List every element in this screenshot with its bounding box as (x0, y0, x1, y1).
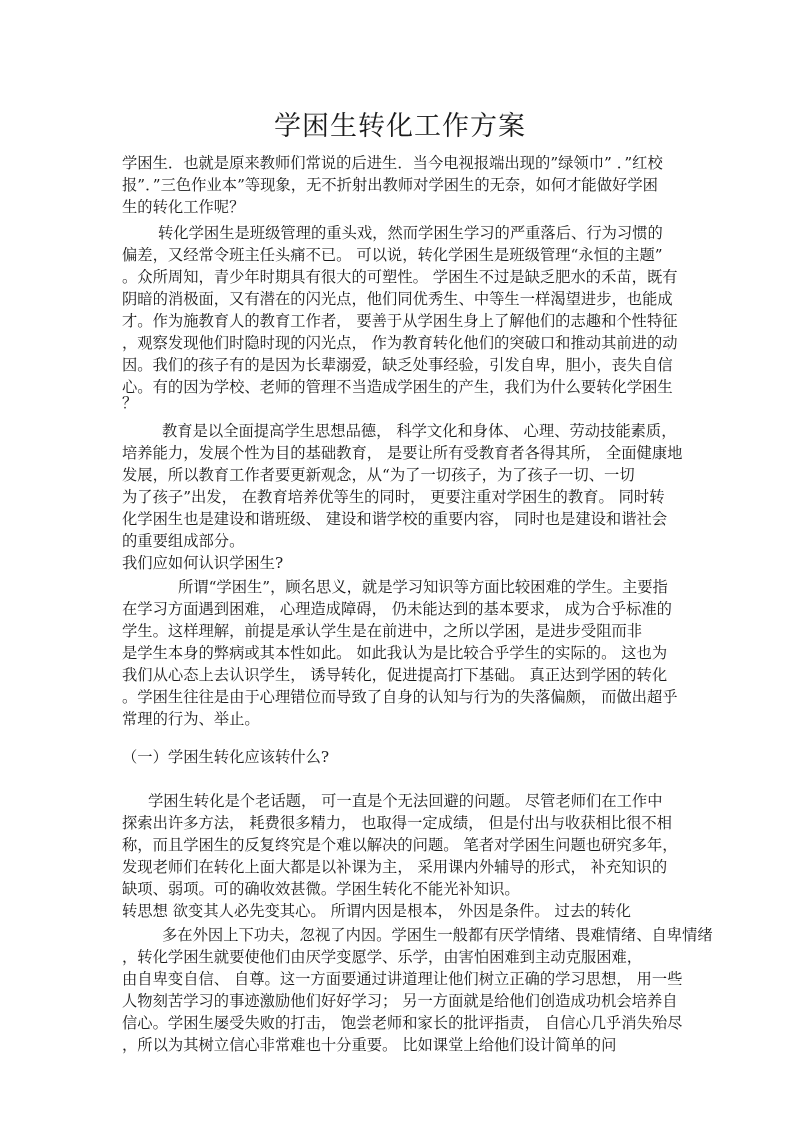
text-line: 探索出许多方法， 耗费很多精力， 也取得一定成绩， 但是付出与收获相比很不相 (122, 814, 672, 832)
text-line: 为了孩子”出发， 在教育培养优等生的同时， 更要注重对学困生的教育。 同时转 (122, 488, 665, 506)
text-line: 学生。这样理解，前提是承认学生是在前进中，之所以学困，是进步受阻而非 (122, 622, 643, 640)
text-line: ？ (122, 394, 138, 412)
text-line: 生的转化工作呢？ (122, 198, 245, 216)
text-line: 学困生．也就是原来教师们常说的后进生．当今电视报端出现的”绿领巾” ．”红校 (122, 154, 663, 172)
text-line: 学困生转化是个老话题， 可一直是个无法回避的问题。 尽管老师们在工作中 (148, 792, 663, 810)
text-line: 的重要组成部分。 (122, 532, 245, 550)
text-line: 人物刻苦学习的事迹激励他们好好学习； 另一方面就是给他们创造成功机会培养自 (122, 992, 678, 1010)
text-line: 我们从心态上去认识学生， 诱导转化，促进提高打下基础。 真正达到学困的转化 (122, 666, 668, 684)
text-line: 信心。学困生屡受失败的打击， 饱尝老师和家长的批评指责， 自信心几乎消失殆尽 (122, 1014, 683, 1032)
text-line: 才。作为施教育人的教育工作者， 要善于从学困生身上了解他们的志趣和个性特征 (122, 312, 678, 330)
text-line: 培养能力，发展个性为目的基础教育， 是要让所有受教育者各得其所， 全面健康地 (122, 444, 683, 462)
text-line: 报”．”三色作业本”等现象，无不折射出教师对学困生的无奈，如何才能做好学困 (122, 176, 658, 194)
text-line: 缺项、弱项。可的确收效甚微。学困生转化不能光补知识。 (122, 880, 520, 898)
text-line: 所谓“学困生”，顾名思义，就是学习知识等方面比较困难的学生。主要指 (178, 578, 668, 596)
text-line: 是学生本身的弊病或其本性如此。 如此我认为是比较合乎学生的实际的。 这也为 (122, 644, 668, 662)
text-line: ，观察发现他们时隐时现的闪光点， 作为教育转化他们的突破口和推动其前进的动 (122, 334, 678, 352)
text-line: 转化学困生是班级管理的重头戏，然而学困生学习的严重落后、行为习惯的 (158, 224, 663, 242)
text-line: 心。有的因为学校、老师的管理不当造成学困生的产生，我们为什么要转化学困生 (122, 378, 673, 396)
text-line: 。学困生往往是由于心理错位而导致了自身的认知与行为的失落偏颇， 而做出超乎 (122, 688, 678, 706)
text-line: 发展，所以教育工作者要更新观念，从“为了一切孩子，为了孩子一切、一切 (122, 466, 635, 484)
text-line: 发现老师们在转化上面大都是以补课为主， 采用课内外辅导的形式， 补充知识的 (122, 858, 668, 876)
text-line: ，所以为其树立信心非常难也十分重要。 比如课堂上给他们设计简单的问 (122, 1036, 617, 1054)
text-line: 因。我们的孩子有的是因为长辈溺爱，缺乏处事经验，引发自卑，胆小，丧失自信 (122, 356, 673, 374)
text-line: 偏差，又经常令班主任头痛不已。 可以说，转化学困生是班级管理“永恒的主题” (122, 246, 663, 264)
text-line: 多在外因上下功夫，忽视了内因。学困生一般都有厌学情绪、畏难情绪、自卑情绪 (162, 926, 713, 944)
section-heading: （一）学困生转化应该转什么? (122, 748, 330, 766)
section-heading: 我们应如何认识学困生? (122, 554, 284, 572)
text-line: 。众所周知，青少年时期具有很大的可塑性。 学困生不过是缺乏肥水的禾苗，既有 (122, 268, 678, 286)
text-line: 常理的行为、举止。 (122, 710, 260, 728)
text-line: 教育是以全面提高学生思想品德， 科学文化和身体、 心理、劳动技能素质， (162, 422, 677, 440)
text-line: ，转化学困生就要使他们由厌学变愿学、乐学，由害怕困难到主动克服困难， (122, 948, 643, 966)
text-line: 在学习方面遇到困难， 心理造成障碍， 仍未能达到的基本要求， 成为合乎标准的 (122, 600, 672, 618)
text-line: 阴暗的消极面，又有潜在的闪光点，他们同优秀生、中等生一样渴望进步，也能成 (122, 290, 673, 308)
text-line: 由自卑变自信、 自尊。这一方面要通过讲道理让他们树立正确的学习思想， 用一些 (122, 970, 683, 988)
text-line: 化学困生也是建设和谐班级、 建设和谐学校的重要内容， 同时也是建设和谐社会 (122, 510, 668, 528)
text-line: 转思想 欲变其人必先变其心。 所谓内因是根本， 外因是条件。 过去的转化 (122, 902, 631, 920)
text-line: 称，而且学困生的反复终究是个难以解决的问题。 笔者对学困生问题也研究多年， (122, 836, 678, 854)
page-title: 学困生转化工作方案 (274, 111, 526, 142)
